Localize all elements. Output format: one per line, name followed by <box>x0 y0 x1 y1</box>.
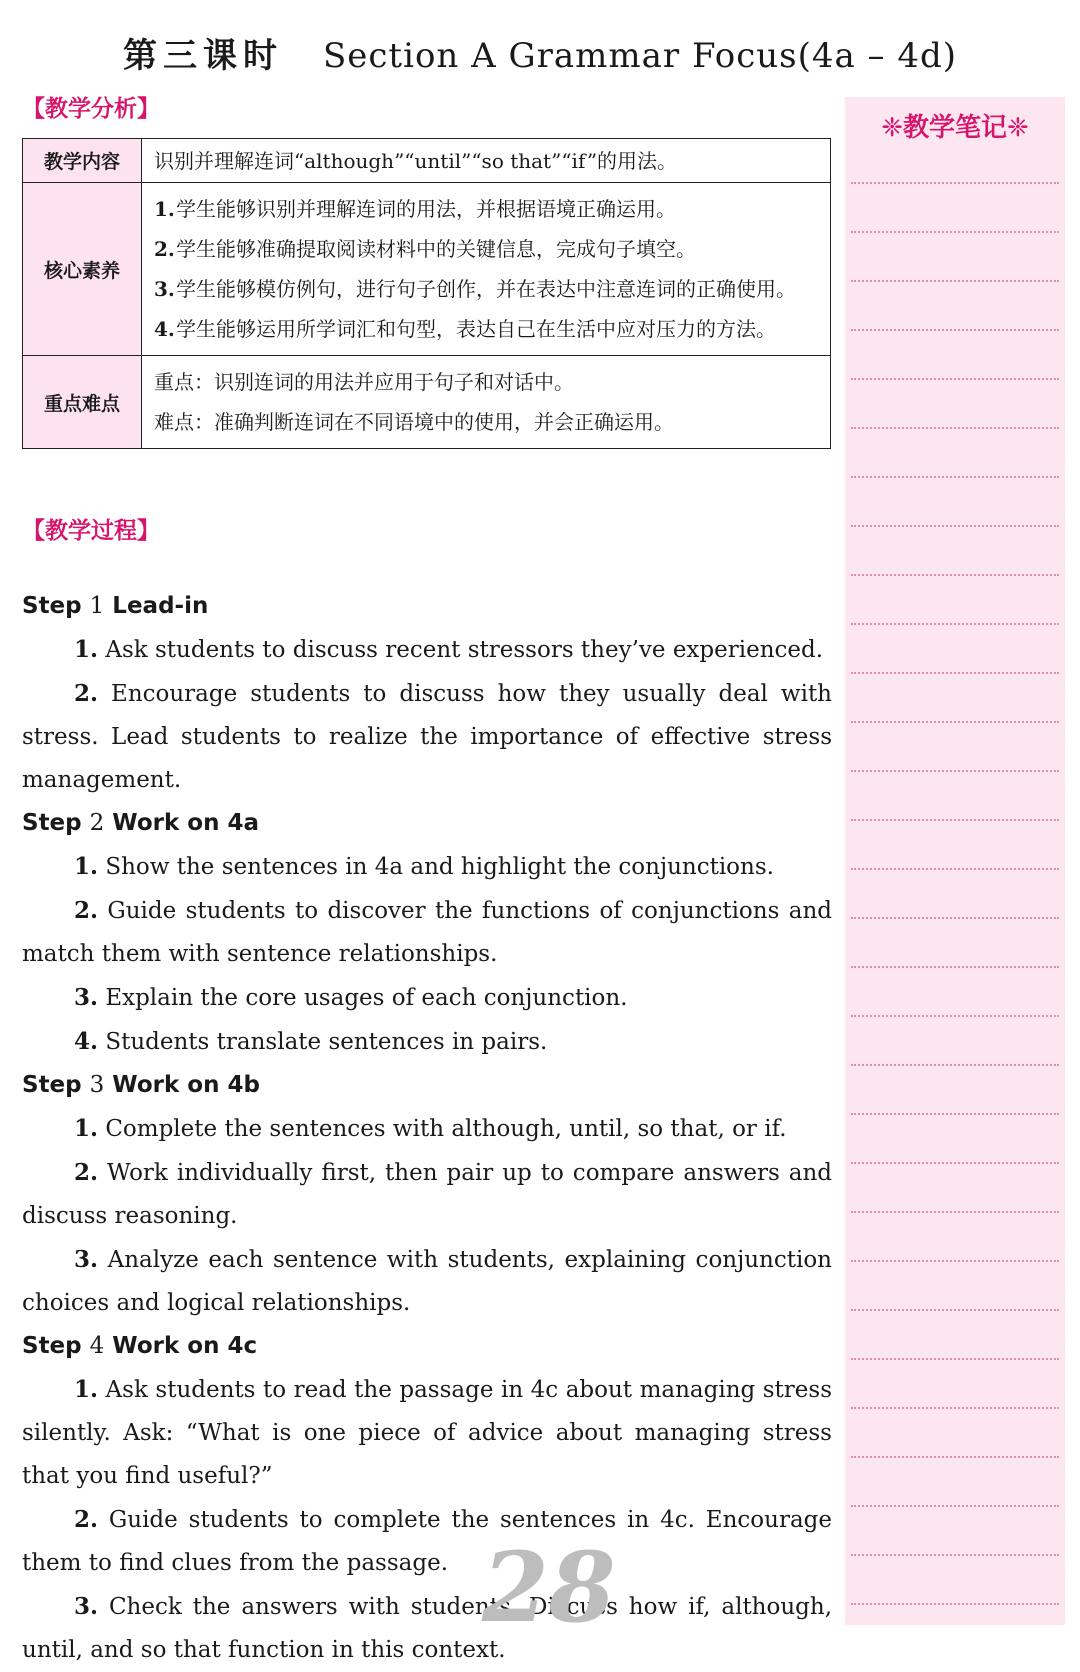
item-text: 学生能够准确提取阅读材料中的关键信息，完成句子填空。 <box>176 237 696 261</box>
item-text: Ask students to read the passage in 4c about managing stress silently. Ask: “What is one piece of advice about managing stress that you find useful?” <box>22 1377 833 1489</box>
item-text: Work individually first, then pair up to compare answers and discuss reasoning. <box>22 1160 833 1229</box>
note-line <box>851 525 1059 527</box>
notes-panel <box>845 97 1065 1625</box>
item-text: Analyze each sentence with students, explaining conjunction choices and logical relationships. <box>22 1247 832 1316</box>
step-title: Lead-in <box>112 593 209 619</box>
step-heading <box>22 585 832 628</box>
table-row <box>23 356 831 449</box>
row-content <box>142 139 831 183</box>
note-line <box>851 1309 1059 1311</box>
item-number: 3. <box>74 1593 99 1620</box>
note-line <box>851 427 1059 429</box>
process-heading: 【教学过程】 <box>22 518 160 544</box>
teaching-process <box>22 585 832 1672</box>
step-title: Work on 4c <box>112 1333 258 1359</box>
list-item <box>22 1585 832 1672</box>
step-title: Work on 4b <box>112 1072 260 1098</box>
note-line <box>851 819 1059 821</box>
list-item <box>22 1020 832 1064</box>
key-point: 重点：识别连词的用法并应用于句子和对话中。 <box>154 370 574 394</box>
item-text: Show the sentences in 4a and highlight the conjunctions. <box>105 854 774 880</box>
teaching-content-text: 识别并理解连词“although”“until”“so that”“if”的用法。 <box>154 148 678 173</box>
note-line <box>851 1603 1059 1605</box>
note-line <box>851 378 1059 380</box>
step-word: Step <box>22 1333 82 1359</box>
item-number: 1. <box>74 853 99 880</box>
row-label: 重点难点 <box>23 356 142 449</box>
step-number: 1 <box>89 593 105 619</box>
item-number: 1. <box>74 1115 99 1142</box>
note-line <box>851 721 1059 723</box>
item-number: 2. <box>154 237 175 261</box>
item-text: 学生能够模仿例句，进行句子创作，并在表达中注意连词的正确使用。 <box>176 277 796 301</box>
item-number: 3. <box>74 1246 99 1273</box>
item-text: Ask students to discuss recent stressors they’ve experienced. <box>105 637 824 663</box>
item-text: Students translate sentences in pairs. <box>105 1029 548 1055</box>
item-text: Complete the sentences with although, until, so that, or if. <box>105 1116 787 1142</box>
row-label: 教学内容 <box>23 139 142 183</box>
list-item <box>154 269 818 309</box>
row-label: 核心素养 <box>23 183 142 356</box>
row-content <box>142 356 831 449</box>
note-line <box>851 329 1059 331</box>
item-text: 学生能够运用所学词汇和句型，表达自己在生活中应对压力的方法。 <box>176 317 776 341</box>
lesson-label: 第三课时 <box>122 36 283 76</box>
note-line <box>851 917 1059 919</box>
note-line <box>851 1358 1059 1360</box>
page-title <box>0 28 1080 77</box>
step-word: Step <box>22 1072 82 1098</box>
list-item <box>22 845 832 889</box>
item-text: 学生能够识别并理解连词的用法，并根据语境正确运用。 <box>176 197 676 221</box>
section-title: Section A Grammar Focus(4a – 4d) <box>322 36 958 76</box>
note-line <box>851 1211 1059 1213</box>
list-item <box>22 1498 832 1585</box>
list-item <box>22 672 832 802</box>
item-number: 1. <box>74 1376 99 1403</box>
note-line <box>851 231 1059 233</box>
note-line <box>851 868 1059 870</box>
item-number: 2. <box>74 1506 99 1533</box>
step-word: Step <box>22 810 82 836</box>
difficult-point: 难点：准确判断连词在不同语境中的使用，并会正确运用。 <box>154 410 674 434</box>
step-number: 3 <box>89 1072 105 1098</box>
note-line <box>851 966 1059 968</box>
note-line <box>851 1113 1059 1115</box>
note-line <box>851 672 1059 674</box>
note-line <box>851 1015 1059 1017</box>
list-item <box>22 889 832 976</box>
note-line <box>851 1554 1059 1556</box>
list-item <box>154 309 818 349</box>
note-line <box>851 182 1059 184</box>
step-heading <box>22 1325 832 1368</box>
analysis-table <box>22 138 831 449</box>
note-line <box>851 623 1059 625</box>
table-row <box>23 183 831 356</box>
step-heading <box>22 802 832 845</box>
note-line <box>851 280 1059 282</box>
note-line <box>851 1407 1059 1409</box>
list-item <box>22 976 832 1020</box>
step-title: Work on 4a <box>112 810 260 836</box>
page-number: 28 <box>482 1531 616 1644</box>
item-number: 2. <box>74 897 99 924</box>
list-item <box>22 1151 832 1238</box>
list-item <box>22 628 832 672</box>
note-line <box>851 1260 1059 1262</box>
analysis-heading: 【教学分析】 <box>22 96 160 122</box>
note-line <box>851 476 1059 478</box>
item-number: 4. <box>74 1028 99 1055</box>
item-number: 1. <box>154 197 175 221</box>
list-item <box>154 229 818 269</box>
table-row <box>23 139 831 183</box>
list-item <box>154 189 818 229</box>
item-number: 2. <box>74 1159 99 1186</box>
note-line <box>851 770 1059 772</box>
item-number: 4. <box>154 317 175 341</box>
note-line <box>851 1505 1059 1507</box>
step-number: 4 <box>89 1333 105 1359</box>
item-number: 3. <box>74 984 99 1011</box>
item-number: 2. <box>74 680 99 707</box>
item-number: 3. <box>154 277 175 301</box>
notes-title: ❈教学笔记❈ <box>881 113 1029 143</box>
item-text: Guide students to discover the functions of conjunctions and match them with sentence relationships. <box>22 898 832 967</box>
list-item <box>22 1368 832 1498</box>
note-line <box>851 1064 1059 1066</box>
item-text: Check the answers with students. Discuss how if, although, until, and so that function in this context. <box>22 1594 833 1663</box>
item-text: Guide students to complete the sentences in 4c. Encourage them to find clues from the passage. <box>22 1507 832 1576</box>
list-item <box>22 1107 832 1151</box>
step-number: 2 <box>89 810 105 836</box>
item-number: 1. <box>74 636 99 663</box>
item-text: Explain the core usages of each conjunction. <box>105 985 628 1011</box>
list-item <box>22 1238 832 1325</box>
note-line <box>851 1456 1059 1458</box>
note-line <box>851 574 1059 576</box>
step-heading <box>22 1064 832 1107</box>
row-content <box>142 183 831 356</box>
item-text: Encourage students to discuss how they usually deal with stress. Lead students to realize the importance of effective stress management. <box>22 681 832 793</box>
step-word: Step <box>22 593 82 619</box>
note-line <box>851 1162 1059 1164</box>
